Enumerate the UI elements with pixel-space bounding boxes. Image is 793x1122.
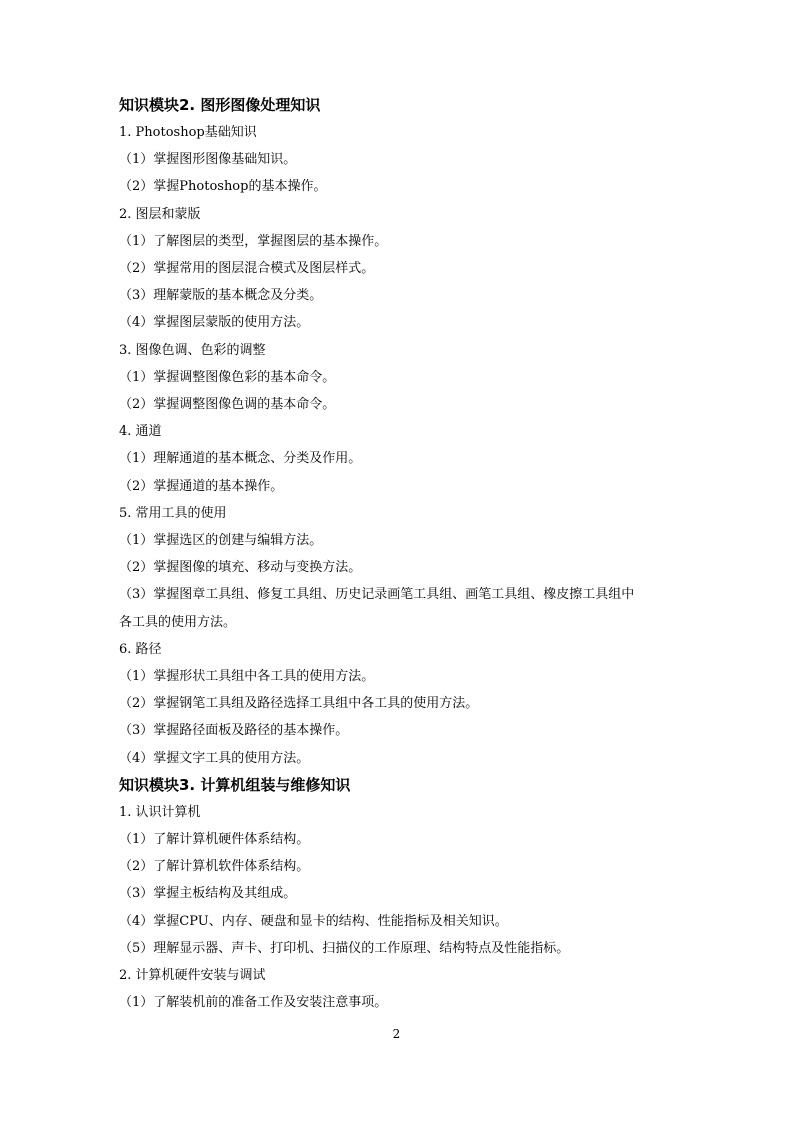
module-heading: 知识模块3. 计算机组装与维修知识 [119,775,351,794]
list-item: （1）了解图层的类型，掌握图层的基本操作。 [119,233,388,249]
list-item: （3）理解蒙版的基本概念及分类。 [119,288,323,304]
list-item: （3）掌握图章工具组、修复工具组、历史记录画笔工具组、画笔工具组、橡皮擦工具组中 [119,587,635,603]
list-item: （2）掌握钢笔工具组及路径选择工具组中各工具的使用方法。 [119,696,479,712]
list-item: （1）了解计算机硬件体系结构。 [119,832,310,848]
section-title: 6. 路径 [119,641,162,657]
section-title: 2. 图层和蒙版 [119,206,201,222]
list-item: （4）掌握文字工具的使用方法。 [119,750,310,766]
list-item: （1）理解通道的基本概念、分类及作用。 [119,451,362,467]
list-item: （5）理解显示器、声卡、打印机、扫描仪的工作原理、结构特点及性能指标。 [119,940,570,956]
page-number: 2 [392,1027,401,1041]
document-body [119,92,679,1017]
list-item: （3）掌握主板结构及其组成。 [119,886,297,902]
list-item: （1）掌握形状工具组中各工具的使用方法。 [119,669,375,685]
list-item: （2）掌握调整图像色调的基本命令。 [119,397,336,413]
module-heading: 知识模块2. 图形图像处理知识 [119,96,321,114]
list-item: （3）掌握路径面板及路径的基本操作。 [119,723,349,739]
list-item: （1）掌握调整图像色彩的基本命令。 [119,369,336,385]
section-title: 5. 常用工具的使用 [119,505,227,521]
list-item-continuation: 各工具的使用方法。 [119,614,237,630]
list-item: （2）了解计算机软件体系结构。 [119,859,310,875]
list-item: （1）掌握图形图像基础知识。 [119,152,297,168]
list-item: （2）掌握常用的图层混合模式及图层样式。 [119,261,375,277]
list-item: （2）掌握图像的填充、移动与变换方法。 [119,560,362,576]
section-title: 1. 认识计算机 [119,804,201,820]
section-title: 4. 通道 [119,424,162,440]
list-item: （4）掌握CPU、内存、硬盘和显卡的结构、性能指标及相关知识。 [119,913,508,929]
list-item: （4）掌握图层蒙版的使用方法。 [119,315,310,331]
list-item: （2）掌握通道的基本操作。 [119,478,284,494]
list-item: （2）掌握Photoshop的基本操作。 [119,179,327,195]
section-title: 1. Photoshop基础知识 [119,125,257,140]
section-title: 2. 计算机硬件安装与调试 [119,968,266,984]
list-item: （1）了解装机前的准备工作及安装注意事项。 [119,995,388,1011]
list-item: （1）掌握选区的创建与编辑方法。 [119,533,323,549]
section-title: 3. 图像色调、色彩的调整 [119,342,266,358]
